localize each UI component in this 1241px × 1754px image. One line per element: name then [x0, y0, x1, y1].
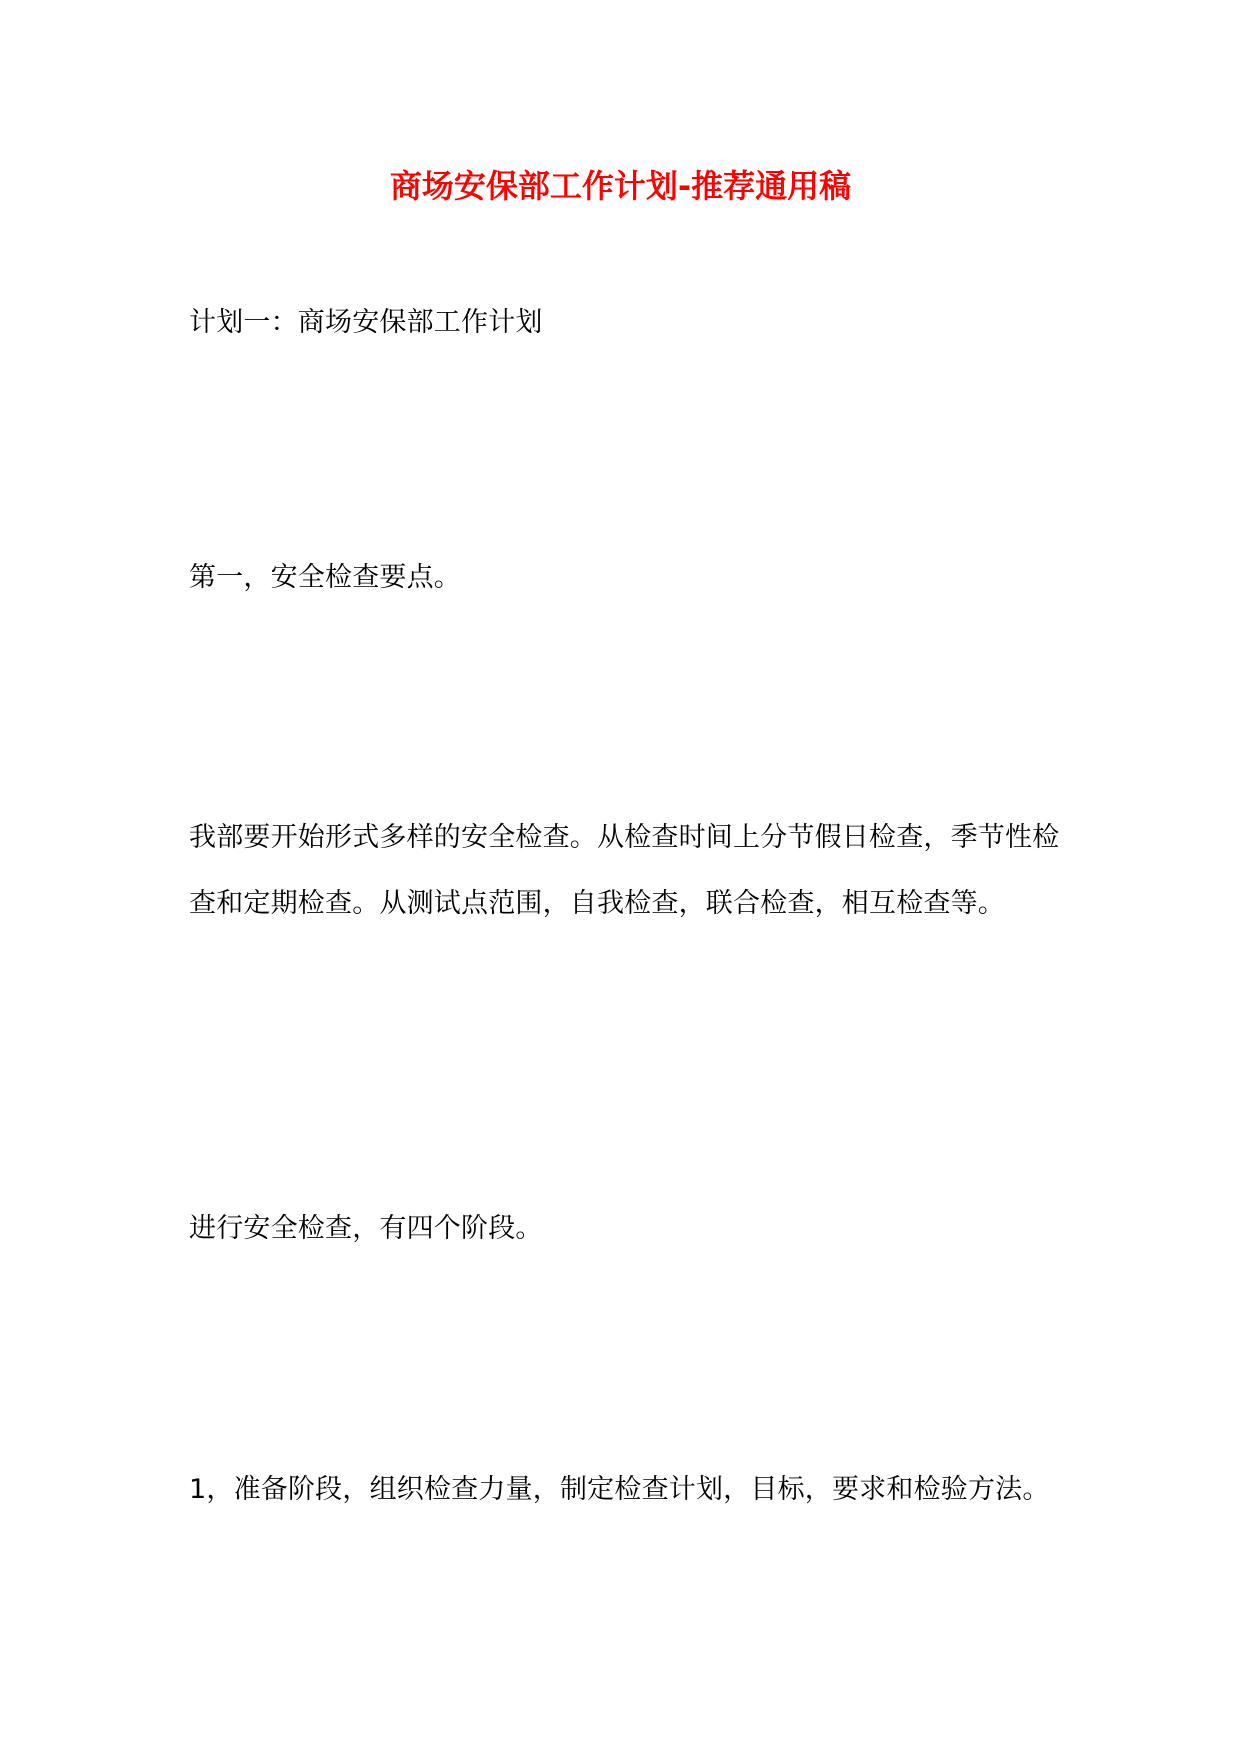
- paragraph-plan-heading: 计划一：商场安保部工作计划: [189, 307, 543, 338]
- paragraph-body: 1，准备阶段，组织检查力量，制定检查计划，目标，要求和检验方法。: [189, 1474, 1050, 1505]
- document-title: 商场安保部工作计划-推荐通用稿: [389, 167, 852, 205]
- paragraph-body: 我部要开始形式多样的安全检查。从检查时间上分节假日检查，季节性检查和定期检查。从测试点范围，自我检查，联合检查，相互检查等。: [189, 822, 1060, 919]
- paragraph-body: 进行安全检查，有四个阶段。: [189, 1213, 543, 1244]
- paragraph-section-heading: 第一，安全检查要点。: [189, 562, 461, 593]
